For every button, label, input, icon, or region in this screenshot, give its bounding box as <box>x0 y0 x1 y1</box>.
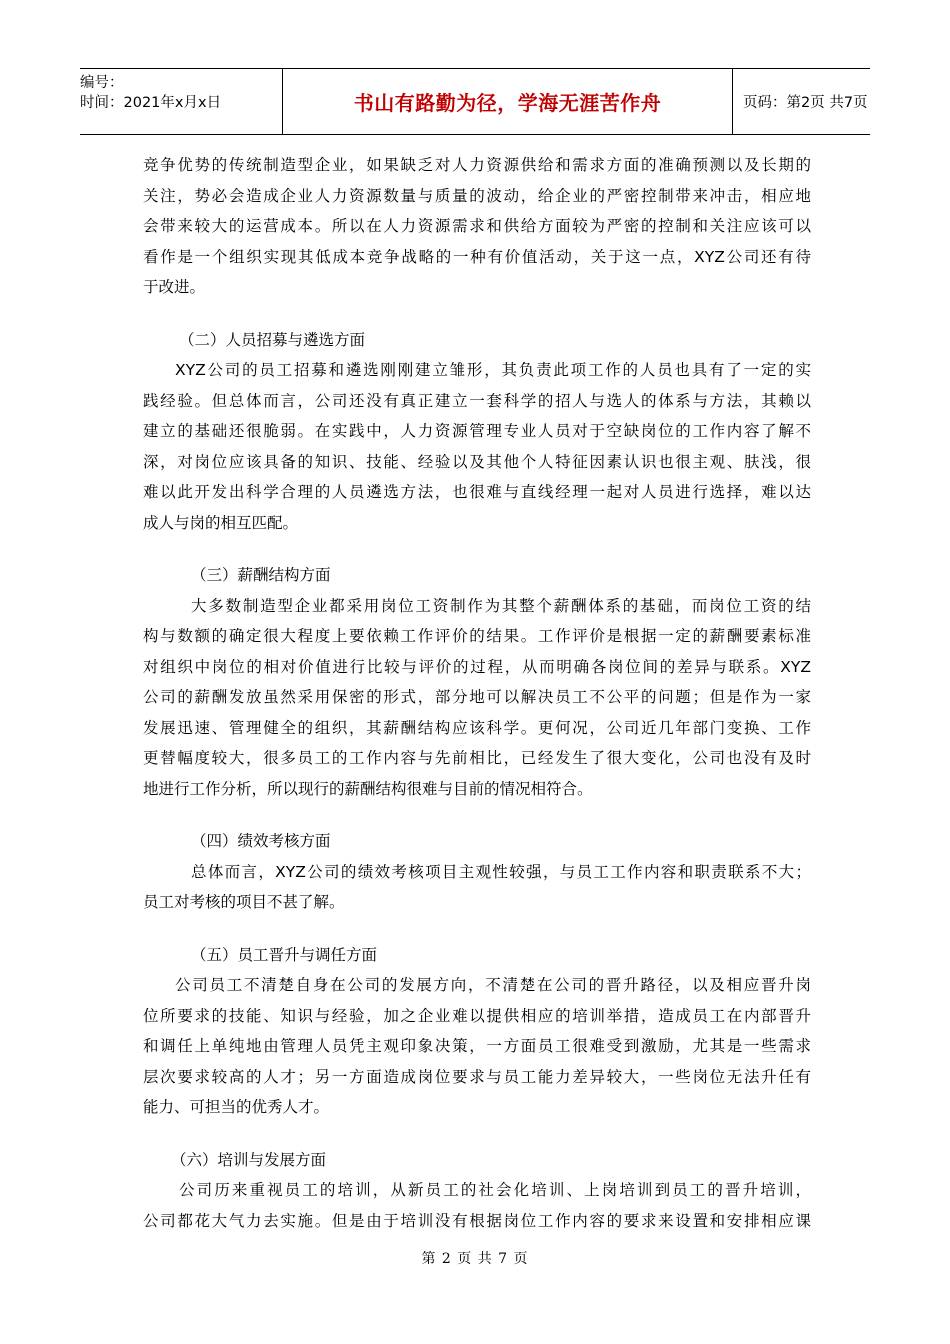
section-heading-recruitment: （二）人员招募与遴选方面 <box>179 330 366 349</box>
document-body <box>143 150 811 1236</box>
text-line: 发展迅速、管理健全的组织，其薪酬结构应该科学。更何况，公司近几年部门变换、工作 <box>143 718 811 737</box>
text-line: 竞争优势的传统制造型企业，如果缺乏对人力资源供给和需求方面的准确预测以及长期的 <box>143 156 811 174</box>
text-line: 地进行工作分析，所以现行的薪酬结构很难与目前的情况相符合。 <box>143 779 593 798</box>
header-page-code: 页码：第2页 共7页 <box>743 95 868 111</box>
text-line: 公司历来重视员工的培训，从新员工的社会化培训、上岗培训到员工的晋升培训， <box>179 1181 811 1199</box>
document-number-label: 编号： <box>80 75 124 91</box>
paragraph-recruitment <box>143 355 811 538</box>
header-motto: 书山有路勤为径，学海无涯苦作舟 <box>283 69 733 134</box>
text-line: 和调任上单纯地由管理人员凭主观印象决策，一方面员工很难受到激励，尤其是一些需求 <box>143 1037 811 1055</box>
paragraph-training <box>143 1175 811 1236</box>
text-line: XYZ公司的员工招募和遴选刚刚建立雏形，其负责此项工作的人员也具有了一定的实 <box>175 361 811 379</box>
text-line: 公司的薪酬发放虽然采用保密的形式，部分地可以解决员工不公平的问题；但是作为一家 <box>143 688 811 706</box>
text-line: 更替幅度较大，很多员工的工作内容与先前相比，已经发生了很大变化，公司也没有及时 <box>143 749 811 767</box>
text-line: 公司员工不清楚自身在公司的发展方向，不清楚在公司的晋升路径，以及相应晋升岗 <box>175 976 811 994</box>
section-heading-compensation: （三）薪酬结构方面 <box>191 566 331 584</box>
text-line: 会带来较大的运营成本。所以在人力资源需求和供给方面较为严密的控制和关注应该可以 <box>143 217 811 235</box>
text-line: 关注，势必会造成企业人力资源数量与质量的波动，给企业的严密控制带来冲击，相应地 <box>143 186 811 205</box>
page-header <box>80 68 870 135</box>
page-footer: 第 2 页 共 7 页 <box>421 1251 529 1267</box>
text-line: 大多数制造型企业都采用岗位工资制作为其整个薪酬体系的基础，而岗位工资的结 <box>191 596 811 615</box>
document-date: 时间：2021年x月x日 <box>80 95 222 111</box>
text-line: 总体而言，XYZ公司的绩效考核项目主观性较强，与员工工作内容和职责联系不大； <box>191 862 811 881</box>
text-line: 深，对岗位应该具备的知识、技能、经验以及其他个人特征因素认识也很主观、肤浅，很 <box>143 452 811 471</box>
text-line: 公司都花大气力去实施。但是由于培训没有根据岗位工作内容的要求来设置和安排相应课 <box>143 1211 811 1230</box>
text-line: 构与数额的确定很大程度上要依赖工作评价的结果。工作评价是根据一定的薪酬要素标准 <box>143 627 811 645</box>
text-line: 看作是一个组织实现其低成本竞争战略的一种有价值活动，关于这一点，XYZ公司还有待 <box>143 247 811 266</box>
text-line: 员工对考核的项目不甚了解。 <box>143 893 345 911</box>
text-line: 能力、可担当的优秀人才。 <box>143 1098 330 1116</box>
section-heading-performance: （四）绩效考核方面 <box>191 832 331 850</box>
text-line: 难以此开发出科学合理的人员遴选方法，也很难与直线经理一起对人员进行选择，难以达 <box>143 483 811 501</box>
section-heading-training: （六）培训与发展方面 <box>171 1150 327 1169</box>
text-line: 践经验。但总体而言，公司还没有真正建立一套科学的招人与选人的体系与方法，其赖以 <box>143 391 811 410</box>
text-line: 对组织中岗位的相对价值进行比较与评价的过程，从而明确各岗位间的差异与联系。XYZ <box>143 657 811 676</box>
text-line: 位所要求的技能、知识与经验，加之企业难以提供相应的培训举措，造成员工在内部晋升 <box>143 1006 811 1025</box>
text-line: 层次要求较高的人才；另一方面造成岗位要求与员工能力差异较大，一些岗位无法升任有 <box>143 1067 811 1086</box>
text-line: 成人与岗的相互匹配。 <box>143 513 299 532</box>
paragraph-performance <box>143 857 811 918</box>
section-heading-promotion: （五）员工晋升与调任方面 <box>191 945 378 964</box>
paragraph-continuation <box>143 150 811 303</box>
paragraph-promotion <box>143 970 811 1123</box>
header-meta <box>80 69 283 134</box>
text-line: 建立的基础还很脆弱。在实践中，人力资源管理专业人员对于空缺岗位的工作内容了解不 <box>143 422 811 440</box>
text-line: 于改进。 <box>143 278 206 296</box>
paragraph-compensation <box>143 591 811 805</box>
